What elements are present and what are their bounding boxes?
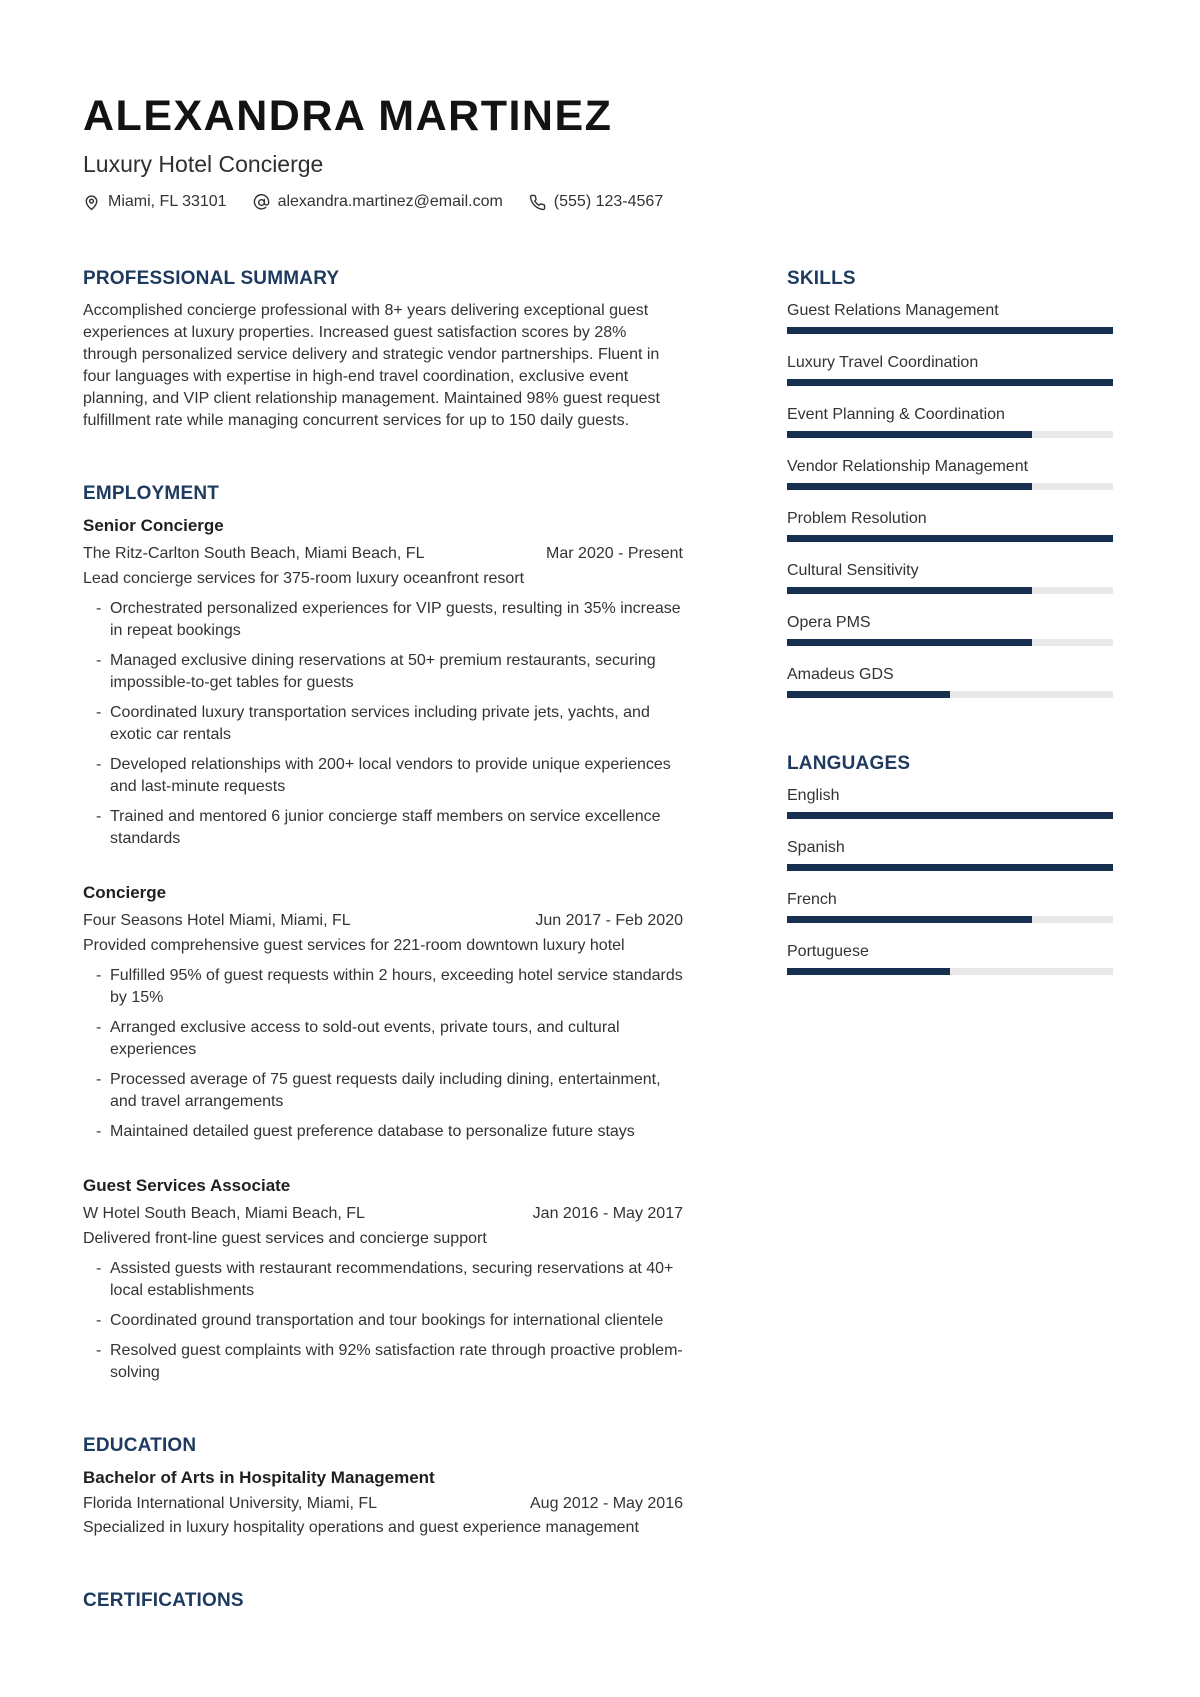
- skill-label: Guest Relations Management: [787, 302, 999, 319]
- summary-text: Accomplished concierge professional with 8+ years delivering exceptional guest experiences at luxury properties. Increased guest satisfaction scores by 28% through personalized service delivery and strategic vendor partnerships. Fluent in four languages with expertise in high-end travel coordination, exclusive event planning, and VIP client relationship management. Maintained 98% guest request fulfillment rate while managing concurrent services for up to 150 daily guests.: [83, 302, 660, 429]
- job-description: Lead concierge services for 375-room luxury oceanfront resort: [83, 570, 525, 587]
- summary-heading: PROFESSIONAL SUMMARY: [83, 268, 340, 289]
- skill-item: [787, 300, 1113, 334]
- job-company-line: [83, 1203, 683, 1225]
- skill-bar-fill: [787, 587, 1032, 594]
- skill-item: [787, 404, 1113, 438]
- language-bar-fill: [787, 916, 1032, 923]
- job-dates: Jun 2017 - Feb 2020: [535, 912, 683, 929]
- language-label: French: [787, 891, 837, 908]
- skill-bar-fill: [787, 483, 1032, 490]
- skill-bar-track: [787, 483, 1113, 490]
- education-degree: Bachelor of Arts in Hospitality Management: [83, 1468, 435, 1487]
- section-certifications: [83, 1589, 683, 1612]
- skill-item: [787, 508, 1113, 542]
- languages-heading: LANGUAGES: [787, 753, 911, 774]
- language-bar-fill: [787, 968, 950, 975]
- job-dates: Jan 2016 - May 2017: [532, 1205, 683, 1222]
- bullet-item: - Orchestrated personalized experiences for VIP guests, resulting in 35% increase in repeat bookings: [83, 598, 683, 642]
- bullet-item: - Resolved guest complaints with 92% satisfaction rate through proactive problem-solving: [83, 1340, 683, 1384]
- job-description: Delivered front-line guest services and concierge support: [83, 1230, 487, 1247]
- resume-columns: [83, 267, 1113, 1622]
- job-bullet-list: [83, 598, 683, 850]
- resume-job-title: Luxury Hotel Concierge: [83, 151, 324, 177]
- skill-item: [787, 664, 1113, 698]
- skill-bar-track: [787, 639, 1113, 646]
- job-company: The Ritz-Carlton South Beach, Miami Beach, FL: [83, 545, 425, 562]
- skill-bar-fill: [787, 691, 950, 698]
- skill-label: Amadeus GDS: [787, 666, 894, 683]
- language-bar-fill: [787, 864, 1113, 871]
- contact-row: [83, 192, 1113, 212]
- job-company: Four Seasons Hotel Miami, Miami, FL: [83, 912, 351, 929]
- language-item: [787, 837, 1113, 871]
- bullet-item: - Fulfilled 95% of guest requests within 2 hours, exceeding hotel service standards by 15%: [83, 965, 683, 1009]
- section-skills: [787, 267, 1113, 698]
- education-description: Specialized in luxury hospitality operations and guest experience management: [83, 1519, 639, 1536]
- section-professional-summary: [83, 267, 683, 432]
- skills-heading: SKILLS: [787, 268, 856, 289]
- bullet-item: - Assisted guests with restaurant recommendations, securing reservations at 40+ local establishments: [83, 1258, 683, 1302]
- section-education: [83, 1434, 683, 1539]
- language-bar-track: [787, 968, 1113, 975]
- bullet-item: - Processed average of 75 guest requests daily including dining, entertainment, and travel arrangements: [83, 1069, 683, 1113]
- education-school: Florida International University, Miami, FL: [83, 1495, 378, 1512]
- skill-bar-track: [787, 535, 1113, 542]
- bullet-item: - Managed exclusive dining reservations at 50+ premium restaurants, securing impossible-to-get tables for guests: [83, 650, 683, 694]
- section-languages: [787, 752, 1113, 975]
- language-label: Spanish: [787, 839, 845, 856]
- language-label: English: [787, 787, 840, 804]
- resume-name: ALEXANDRA MARTINEZ: [83, 92, 613, 140]
- skill-label: Luxury Travel Coordination: [787, 354, 979, 371]
- job-title: Concierge: [83, 883, 167, 902]
- skill-bar-fill: [787, 379, 1113, 386]
- job-bullet-list: [83, 965, 683, 1143]
- certifications-heading: CERTIFICATIONS: [83, 1590, 244, 1611]
- section-employment: [83, 482, 683, 1384]
- language-bar-fill: [787, 812, 1113, 819]
- skill-label: Opera PMS: [787, 614, 871, 631]
- skill-bar-track: [787, 327, 1113, 334]
- job-title: Guest Services Associate: [83, 1176, 291, 1195]
- skill-bar-track: [787, 379, 1113, 386]
- job-bullet-list: [83, 1258, 683, 1384]
- contact-phone-text: (555) 123-4567: [553, 193, 664, 210]
- skill-bar-fill: [787, 327, 1113, 334]
- skill-label: Event Planning & Coordination: [787, 406, 1005, 423]
- bullet-item: - Developed relationships with 200+ local vendors to provide unique experiences and last-minute requests: [83, 754, 683, 798]
- skill-bar-fill: [787, 639, 1032, 646]
- contact-email: [253, 192, 503, 212]
- job-dates: Mar 2020 - Present: [546, 545, 683, 562]
- sidebar-column: [787, 267, 1113, 1622]
- main-column: [83, 267, 683, 1622]
- skill-bar-fill: [787, 535, 1113, 542]
- language-item: [787, 785, 1113, 819]
- skill-item: [787, 352, 1113, 386]
- language-bar-track: [787, 812, 1113, 819]
- skill-bar-track: [787, 431, 1113, 438]
- language-bar-track: [787, 916, 1113, 923]
- job-entry: [83, 882, 683, 1143]
- contact-email-text: alexandra.martinez@email.com: [277, 193, 503, 210]
- phone-icon: [529, 194, 546, 211]
- contact-location-text: Miami, FL 33101: [108, 193, 227, 210]
- resume-header: [83, 92, 1113, 212]
- skill-label: Cultural Sensitivity: [787, 562, 919, 579]
- location-pin-icon: [83, 194, 100, 211]
- job-company: W Hotel South Beach, Miami Beach, FL: [83, 1205, 365, 1222]
- at-sign-icon: [253, 194, 270, 211]
- education-dates: Aug 2012 - May 2016: [530, 1495, 683, 1512]
- contact-phone: [529, 192, 663, 212]
- job-entry: [83, 515, 683, 850]
- education-heading: EDUCATION: [83, 1435, 197, 1456]
- job-company-line: [83, 910, 683, 932]
- skill-bar-fill: [787, 431, 1032, 438]
- education-school-line: [83, 1493, 683, 1515]
- bullet-item: - Maintained detailed guest preference database to personalize future stays: [83, 1121, 683, 1143]
- language-label: Portuguese: [787, 943, 869, 960]
- skill-bar-track: [787, 691, 1113, 698]
- skill-label: Vendor Relationship Management: [787, 458, 1029, 475]
- skill-item: [787, 612, 1113, 646]
- contact-location: [83, 192, 227, 212]
- skill-item: [787, 560, 1113, 594]
- bullet-item: - Coordinated luxury transportation services including private jets, yachts, and exotic car rentals: [83, 702, 683, 746]
- skill-bar-track: [787, 587, 1113, 594]
- bullet-item: - Coordinated ground transportation and tour bookings for international clientele: [83, 1310, 683, 1332]
- job-description: Provided comprehensive guest services for 221-room downtown luxury hotel: [83, 937, 625, 954]
- employment-heading: EMPLOYMENT: [83, 483, 220, 504]
- job-title: Senior Concierge: [83, 516, 224, 535]
- language-item: [787, 941, 1113, 975]
- bullet-item: - Arranged exclusive access to sold-out events, private tours, and cultural experiences: [83, 1017, 683, 1061]
- bullet-item: - Trained and mentored 6 junior concierge staff members on service excellence standards: [83, 806, 683, 850]
- job-company-line: [83, 543, 683, 565]
- job-entry: [83, 1175, 683, 1384]
- skill-item: [787, 456, 1113, 490]
- language-bar-track: [787, 864, 1113, 871]
- skill-label: Problem Resolution: [787, 510, 927, 527]
- language-item: [787, 889, 1113, 923]
